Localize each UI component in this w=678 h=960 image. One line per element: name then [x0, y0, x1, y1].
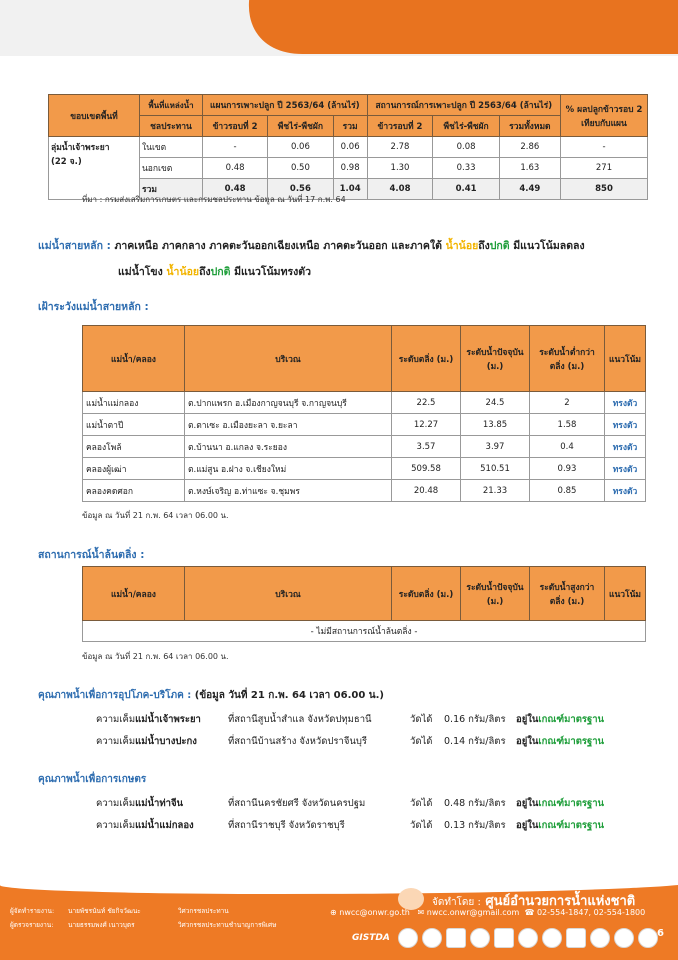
value-cell: 24.5	[461, 392, 530, 414]
trend-cell: ทรงตัว	[605, 414, 646, 436]
main-river-trend: มีแนวโน้มลดลง	[513, 240, 585, 252]
partner-logo	[638, 928, 658, 948]
partner-logo	[518, 928, 538, 948]
consume-title-text: คุณภาพน้ำเพื่อการอุปโภค-บริโภค :	[38, 690, 192, 701]
watch-title: เฝ้าระวังแม่น้ำสายหลัก :	[38, 301, 149, 313]
measured-value: 0.48 กรัม/ลิตร	[444, 798, 506, 809]
measured-value: 0.14 กรัม/ลิตร	[444, 736, 506, 747]
value-cell: 2	[530, 392, 605, 414]
main-river-line1	[38, 233, 585, 259]
quality-row	[0, 712, 678, 728]
reviewer-name: นายธรรมพงศ์ เนาวบุตร	[68, 921, 135, 929]
value-cell: 0.4	[530, 436, 605, 458]
partner-logo	[446, 928, 466, 948]
status-low: น้ำน้อย	[445, 240, 479, 252]
trend-cell: ทรงตัว	[605, 458, 646, 480]
partner-logo	[566, 928, 586, 948]
station-name: ที่สถานีสูบน้ำสำแล จังหวัดปทุมธานี	[228, 714, 372, 725]
value-cell: 4.49	[499, 179, 560, 200]
overflow-table	[82, 566, 646, 642]
col-water-source: พื้นที่แหล่งน้ำ	[140, 95, 203, 116]
zone-cell: ในเขต	[140, 137, 203, 158]
basin-name: ลุ่มน้ำเจ้าพระยา	[51, 143, 110, 153]
to-word: ถึง	[199, 266, 211, 278]
col-location: บริเวณ	[185, 567, 392, 621]
location-cell: ต.บ้านนา อ.แกลง จ.ระยอง	[185, 436, 392, 458]
footer-credits	[10, 904, 276, 932]
consume-title	[38, 688, 384, 703]
org-name: ศูนย์อำนวยการน้ำแห่งชาติ	[485, 894, 636, 909]
email-2[interactable]: nwcc.onwr@gmail.com	[426, 908, 520, 917]
value-cell: 3.57	[392, 436, 461, 458]
river-name: แม่น้ำท่าจีน	[135, 798, 184, 809]
value-cell: 0.48	[203, 158, 268, 179]
value-cell: 13.85	[461, 414, 530, 436]
col-status-rice: ข้าวรอบที่ 2	[367, 116, 433, 137]
consume-date: (ข้อมูล วันที่ 21 ก.พ. 64 เวลา 06.00 น.)	[194, 690, 384, 701]
quality-row	[0, 734, 678, 750]
station-name: ที่สถานีนครชัยศรี จังหวัดนครปฐม	[228, 798, 366, 809]
value-cell: 0.48	[203, 179, 268, 200]
mekong-label: แม่น้ำโขง	[118, 266, 163, 278]
preparer-name: นายพัชรนันท์ ชัยกิจวัฒนะ	[68, 907, 141, 915]
table-row	[83, 621, 646, 642]
salinity-label: ความเค็ม	[96, 714, 136, 725]
trend-cell: ทรงตัว	[605, 480, 646, 502]
river-name: แม่น้ำแม่กลอง	[135, 820, 194, 831]
value-cell: -	[561, 137, 648, 158]
col-bank: ระดับตลิ่ง (ม.)	[392, 326, 461, 392]
phone-icon: ☎	[524, 908, 535, 917]
partner-logo	[542, 928, 562, 948]
mekong-trend: มีแนวโน้มทรงตัว	[234, 266, 311, 278]
value-cell: 510.51	[461, 458, 530, 480]
watch-note: ข้อมูล ณ วันที่ 21 ก.พ. 64 เวลา 06.00 น.	[82, 511, 229, 520]
partner-logo	[614, 928, 634, 948]
page-number: 6	[657, 928, 664, 939]
value-cell: 0.85	[530, 480, 605, 502]
value-cell: 1.58	[530, 414, 605, 436]
river-cell: คลองคดศอก	[83, 480, 185, 502]
main-river-regions: ภาคเหนือ ภาคกลาง ภาคตะวันออกเฉียงเหนือ ภาคตะวันออก และภาคใต้	[114, 240, 442, 252]
in-label: อยู่ใน	[516, 736, 539, 747]
org-prefix: จัดทำโดย :	[432, 897, 481, 908]
col-trend: แนวโน้ม	[605, 567, 646, 621]
station-name: ที่สถานีราชบุรี จังหวัดราชบุรี	[228, 820, 345, 831]
trend-cell: ทรงตัว	[605, 392, 646, 414]
measured-value: 0.16 กรัม/ลิตร	[444, 714, 506, 725]
preparer-label: ผู้จัดทำรายงาน:	[10, 907, 55, 915]
header-band	[0, 0, 678, 56]
overflow-title: สถานการณ์น้ำล้นตลิ่ง :	[38, 549, 145, 561]
col-current: ระดับน้ำปัจจุบัน (ม.)	[461, 567, 530, 621]
standard-label: เกณฑ์มาตรฐาน	[538, 798, 605, 809]
value-cell: 1.04	[333, 179, 367, 200]
location-cell: ต.แม่สูน อ.ฝาง จ.เชียงใหม่	[185, 458, 392, 480]
location-cell: ต.ตาเซะ อ.เมืองยะลา จ.ยะลา	[185, 414, 392, 436]
header-swoosh	[218, 0, 678, 54]
river-name: แม่น้ำบางปะกง	[135, 736, 197, 747]
email-1[interactable]: nwcc@onwr.go.th	[339, 908, 410, 917]
measured-value: 0.13 กรัม/ลิตร	[444, 820, 506, 831]
status-normal: ปกติ	[489, 240, 510, 252]
agri-title: คุณภาพน้ำเพื่อการเกษตร	[38, 774, 147, 785]
station-name: ที่สถานีบ้านสร้าง จังหวัดปราจีนบุรี	[228, 736, 368, 747]
value-cell: 22.5	[392, 392, 461, 414]
main-river-block	[38, 233, 585, 285]
river-name: แม่น้ำเจ้าพระยา	[135, 714, 201, 725]
reviewer-label: ผู้ตรวจรายงาน:	[10, 921, 54, 929]
col-status-total: รวมทั้งหมด	[499, 116, 560, 137]
gistda-logo: GISTDA	[352, 933, 390, 943]
table-row	[83, 458, 646, 480]
measured-label: วัดได้	[410, 736, 433, 747]
overflow-note: ข้อมูล ณ วันที่ 21 ก.พ. 64 เวลา 06.00 น.	[82, 652, 229, 661]
partner-logos	[352, 924, 658, 952]
col-plan-total: รวม	[333, 116, 367, 137]
empty-cell: - ไม่มีสถานการณ์น้ำล้นตลิ่ง -	[83, 621, 646, 642]
salinity-label: ความเค็ม	[96, 798, 136, 809]
value-cell: 0.06	[268, 137, 334, 158]
value-cell: 21.33	[461, 480, 530, 502]
phone-number: 02-554-1847, 02-554-1800	[536, 908, 646, 917]
table-row	[49, 137, 648, 158]
river-cell: แม่น้ำตาปี	[83, 414, 185, 436]
value-cell: 509.58	[392, 458, 461, 480]
value-cell: 2.78	[367, 137, 433, 158]
zone-cell: รวม	[140, 179, 203, 200]
to-word: ถึง	[478, 240, 490, 252]
col-plan-field: พืชไร่-พืชผัก	[268, 116, 334, 137]
value-cell: 271	[561, 158, 648, 179]
standard-label: เกณฑ์มาตรฐาน	[538, 714, 605, 725]
value-cell: 0.41	[433, 179, 499, 200]
col-pct: % ผลปลูกข้าวรอบ 2 เทียบกับแผน	[561, 95, 648, 137]
col-status: สถานการณ์การเพาะปลูก ปี 2563/64 (ล้านไร่)	[367, 95, 560, 116]
basin-cell	[49, 137, 140, 200]
value-cell: 0.06	[333, 137, 367, 158]
col-trend: แนวโน้ม	[605, 326, 646, 392]
location-cell: ต.ปากแพรก อ.เมืองกาญจนบุรี จ.กาญจนบุรี	[185, 392, 392, 414]
table-row	[83, 480, 646, 502]
main-river-line2	[38, 259, 585, 285]
col-location: บริเวณ	[185, 326, 392, 392]
value-cell: 1.63	[499, 158, 560, 179]
crop-plan-table	[48, 94, 648, 200]
value-cell: 0.50	[268, 158, 334, 179]
col-river: แม่น้ำ/คลอง	[83, 326, 185, 392]
value-cell: 4.08	[367, 179, 433, 200]
river-cell: คลองผู้เฒ่า	[83, 458, 185, 480]
salinity-label: ความเค็ม	[96, 820, 136, 831]
trend-cell: ทรงตัว	[605, 436, 646, 458]
basin-provinces: (22 จ.)	[51, 157, 82, 167]
partner-logo	[398, 928, 418, 948]
quality-row	[0, 796, 678, 812]
watch-table	[82, 325, 646, 502]
table1-source: ที่มา : กรมส่งเสริมการเกษตร และกรมชลประทาน ข้อมูล ณ วันที่ 17 ก.พ. 64	[82, 195, 346, 204]
salinity-label: ความเค็ม	[96, 736, 136, 747]
main-river-label: แม่น้ำสายหลัก :	[38, 240, 111, 252]
col-area: ขอบเขตพื้นที่	[49, 95, 140, 137]
standard-label: เกณฑ์มาตรฐาน	[538, 820, 605, 831]
value-cell: 3.97	[461, 436, 530, 458]
reviewer-row	[10, 918, 276, 932]
measured-label: วัดได้	[410, 820, 433, 831]
value-cell: 1.30	[367, 158, 433, 179]
col-irrigation-zone: ชลประทาน	[140, 116, 203, 137]
partner-logo	[470, 928, 490, 948]
preparer-role: วิศวกรชลประทาน	[178, 907, 229, 915]
globe-icon: ⊕	[330, 908, 337, 917]
value-cell: 12.27	[392, 414, 461, 436]
status-normal: ปกติ	[210, 266, 231, 278]
value-cell: 0.33	[433, 158, 499, 179]
standard-label: เกณฑ์มาตรฐาน	[538, 736, 605, 747]
col-below: ระดับน้ำต่ำกว่าตลิ่ง (ม.)	[530, 326, 605, 392]
mail-icon: ✉	[417, 908, 425, 917]
measured-label: วัดได้	[410, 714, 433, 725]
table-row	[83, 414, 646, 436]
value-cell: 0.08	[433, 137, 499, 158]
partner-logo	[422, 928, 442, 948]
quality-row	[0, 818, 678, 834]
col-plan: แผนการเพาะปลูก ปี 2563/64 (ล้านไร่)	[203, 95, 368, 116]
partner-logo	[494, 928, 514, 948]
table-row	[83, 436, 646, 458]
value-cell: 2.86	[499, 137, 560, 158]
footer-contact	[330, 908, 645, 917]
col-above: ระดับน้ำสูงกว่าตลิ่ง (ม.)	[530, 567, 605, 621]
in-label: อยู่ใน	[516, 714, 539, 725]
zone-cell: นอกเขต	[140, 158, 203, 179]
preparer-row	[10, 904, 276, 918]
mascot-icon	[398, 888, 424, 910]
reviewer-role: วิศวกรชลประทานชำนาญการพิเศษ	[178, 921, 277, 929]
value-cell: -	[203, 137, 268, 158]
value-cell: 0.98	[333, 158, 367, 179]
col-current: ระดับน้ำปัจจุบัน (ม.)	[461, 326, 530, 392]
river-cell: แม่น้ำแม่กลอง	[83, 392, 185, 414]
table-row	[83, 392, 646, 414]
col-bank: ระดับตลิ่ง (ม.)	[392, 567, 461, 621]
in-label: อยู่ใน	[516, 820, 539, 831]
status-low: น้ำน้อย	[166, 266, 200, 278]
location-cell: ต.หงษ์เจริญ อ.ท่าแซะ จ.ชุมพร	[185, 480, 392, 502]
in-label: อยู่ใน	[516, 798, 539, 809]
measured-label: วัดได้	[410, 798, 433, 809]
river-cell: คลองโพล้	[83, 436, 185, 458]
partner-logo	[590, 928, 610, 948]
value-cell: 850	[561, 179, 648, 200]
col-status-field: พืชไร่-พืชผัก	[433, 116, 499, 137]
value-cell: 0.93	[530, 458, 605, 480]
footer	[0, 884, 678, 960]
value-cell: 20.48	[392, 480, 461, 502]
col-plan-rice: ข้าวรอบที่ 2	[203, 116, 268, 137]
value-cell: 0.56	[268, 179, 334, 200]
col-river: แม่น้ำ/คลอง	[83, 567, 185, 621]
